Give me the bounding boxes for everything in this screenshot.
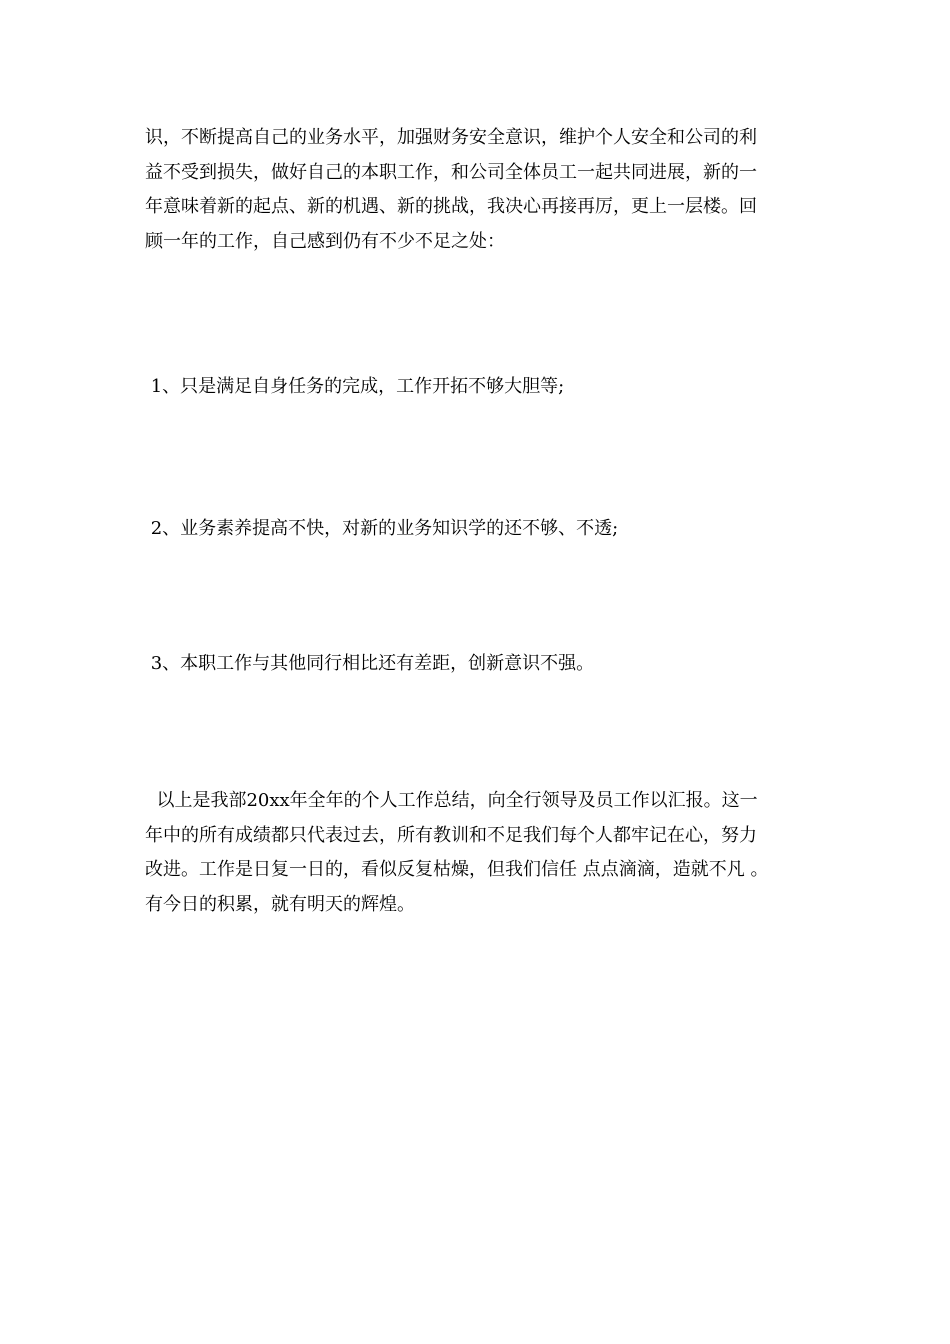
list-item-shortcoming-1 [145, 370, 810, 405]
text-line: 改进。工作是日复一日的，看似反复枯燥，但我们信任 点点滴滴，造就不凡 。 [145, 859, 769, 880]
text-line: 年中的所有成绩都只代表过去，所有教训和不足我们每个人都牢记在心，努力 [145, 824, 757, 846]
text-line: 以上是我部20xx年全年的个人工作总结，向全行领导及员工作以汇报。这一 [145, 790, 758, 811]
list-item-shortcoming-3 [145, 647, 810, 682]
text-line: 识，不断提高自己的业务水平，加强财务安全意识，维护个人安全和公司的利 [145, 127, 757, 148]
text-line: 益不受到损失，做好自己的本职工作，和公司全体员工一起共同进展，新的一 [145, 161, 757, 183]
text-line: 有今日的积累，就有明天的辉煌。 [145, 893, 415, 915]
text-line: 年意味着新的起点、新的机遇、新的挑战，我决心再接再厉，更上一层楼。回 [145, 196, 757, 217]
list-item-shortcoming-2 [145, 512, 810, 547]
body-paragraph-conclusion [145, 784, 810, 922]
text-line: 3、本职工作与其他同行相比还有差距，创新意识不强。 [145, 653, 595, 674]
body-paragraph-intro [145, 121, 810, 259]
text-line: 2、业务素养提高不快，对新的业务知识学的还不够、不透; [145, 518, 619, 539]
text-line: 顾一年的工作，自己感到仍有不少不足之处： [145, 230, 505, 252]
text-line: 1、只是满足自身任务的完成，工作开拓不够大胆等; [145, 376, 565, 397]
